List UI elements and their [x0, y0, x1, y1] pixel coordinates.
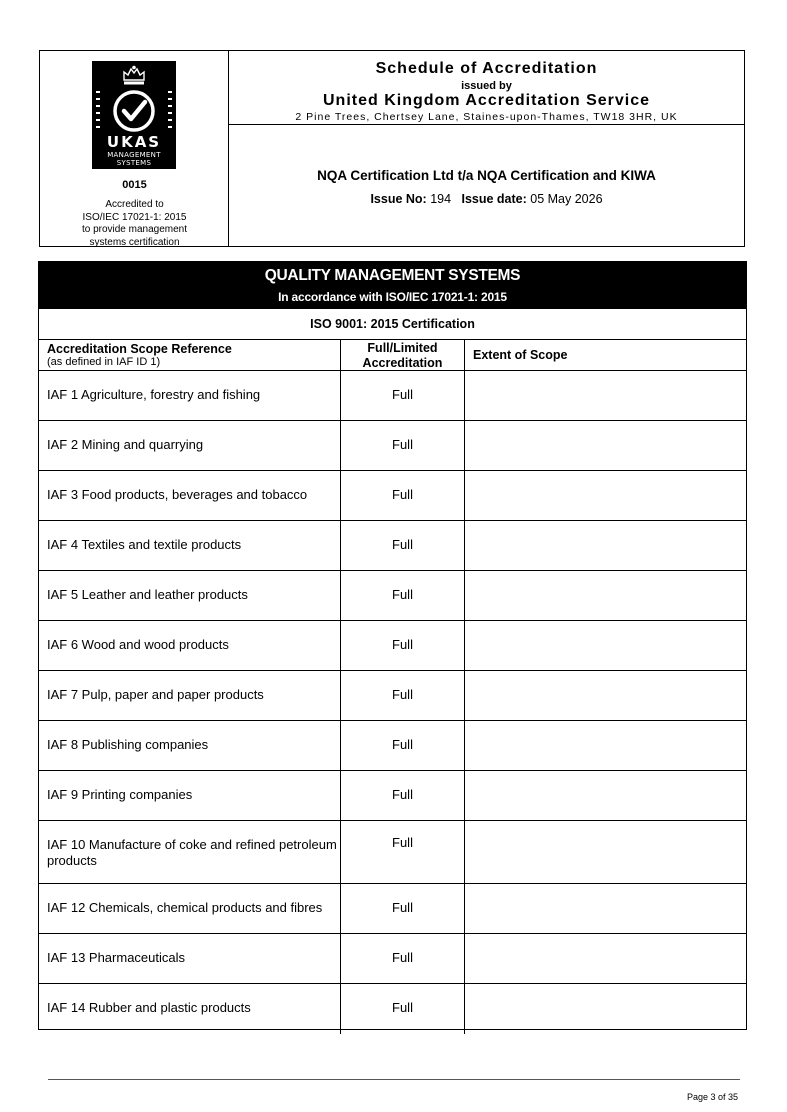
table-body	[39, 371, 746, 1034]
accreditation-logo-cell	[40, 51, 229, 246]
extent-of-scope	[465, 421, 746, 470]
extent-of-scope	[465, 371, 746, 420]
issued-by-label: issued by	[461, 80, 512, 92]
ukas-logo-subtext: MANAGEMENT SYSTEMS	[107, 151, 161, 167]
scope-reference: IAF 2 Mining and quarrying	[47, 437, 204, 452]
table-row	[39, 934, 746, 984]
extent-of-scope	[465, 884, 746, 933]
column-header-extent-of-scope: Extent of Scope	[465, 340, 746, 371]
organisation-cell	[229, 125, 744, 246]
column-header-title: Accreditation Scope Reference	[47, 342, 232, 356]
extent-of-scope	[465, 771, 746, 820]
issue-details	[229, 192, 744, 206]
table-row	[39, 821, 746, 884]
table-row	[39, 421, 746, 471]
accreditation-level: Full	[392, 835, 413, 850]
footer-divider	[48, 1079, 740, 1080]
accreditation-level: Full	[392, 437, 413, 452]
accreditation-level: Full	[392, 537, 413, 552]
scope-reference: IAF 13 Pharmaceuticals	[47, 950, 186, 965]
table-row	[39, 771, 746, 821]
schedule-header	[39, 50, 745, 247]
scope-table	[38, 261, 747, 1030]
accreditation-level: Full	[392, 687, 413, 702]
table-row	[39, 984, 746, 1034]
ukas-logo	[92, 61, 176, 169]
accreditation-level: Full	[392, 387, 413, 402]
issue-date: 05 May 2026	[530, 192, 603, 206]
scope-reference: IAF 10 Manufacture of coke and refined petroleum products	[47, 837, 337, 868]
extent-of-scope	[465, 571, 746, 620]
accreditation-level: Full	[392, 637, 413, 652]
table-row	[39, 621, 746, 671]
crown-icon	[121, 65, 147, 87]
extent-of-scope	[465, 934, 746, 983]
issue-date-label: Issue date:	[461, 192, 527, 206]
accreditation-level: Full	[392, 950, 413, 965]
column-header-accreditation: Full/Limited Accreditation	[341, 340, 465, 371]
scope-reference: IAF 9 Printing companies	[47, 787, 193, 802]
issuing-body-address: 2 Pine Trees, Chertsey Lane, Staines-upon-Thames, TW18 3HR, UK	[295, 111, 678, 123]
issue-no-label: Issue No:	[370, 192, 427, 206]
extent-of-scope	[465, 621, 746, 670]
scope-reference: IAF 4 Textiles and textile products	[47, 537, 242, 552]
scope-reference: IAF 3 Food products, beverages and tobacco	[47, 487, 308, 502]
side-bars-icon	[168, 89, 172, 133]
extent-of-scope	[465, 671, 746, 720]
scope-reference: IAF 6 Wood and wood products	[47, 637, 229, 652]
table-row	[39, 671, 746, 721]
accreditation-statement: Accredited to ISO/IEC 17021-1: 2015 to provide management systems certification	[81, 199, 188, 248]
scope-reference: IAF 7 Pulp, paper and paper products	[47, 687, 264, 702]
scope-reference: IAF 1 Agriculture, forestry and fishing	[47, 387, 261, 402]
extent-of-scope	[465, 721, 746, 770]
scope-reference: IAF 5 Leather and leather products	[47, 587, 248, 602]
accreditation-level: Full	[392, 737, 413, 752]
extent-of-scope	[465, 471, 746, 520]
scope-reference: IAF 14 Rubber and plastic products	[47, 1000, 251, 1015]
issue-no: 194	[430, 192, 452, 206]
accreditation-level: Full	[392, 487, 413, 502]
schedule-title: Schedule of Accreditation	[375, 60, 598, 77]
schedule-title-cell	[229, 51, 744, 125]
accreditation-level: Full	[392, 900, 413, 915]
table-row	[39, 521, 746, 571]
scope-reference: IAF 8 Publishing companies	[47, 737, 209, 752]
section-subtitle: In accordance with ISO/IEC 17021-1: 2015	[278, 290, 507, 304]
column-header-scope-reference	[39, 340, 341, 371]
scope-reference: IAF 12 Chemicals, chemical products and fibres	[47, 900, 323, 915]
accreditation-level: Full	[392, 787, 413, 802]
ukas-logo-text: UKAS	[106, 133, 162, 151]
standard-heading: ISO 9001: 2015 Certification	[39, 309, 746, 340]
extent-of-scope	[465, 521, 746, 570]
table-row	[39, 471, 746, 521]
issuing-body: United Kingdom Accreditation Service	[322, 92, 650, 109]
section-heading	[39, 262, 746, 309]
accreditation-level: Full	[392, 587, 413, 602]
extent-of-scope	[465, 984, 746, 1034]
extent-of-scope	[465, 821, 746, 883]
organisation-name: NQA Certification Ltd t/a NQA Certification and KIWA	[317, 168, 656, 183]
checkmark-ring-icon	[111, 88, 157, 134]
accreditation-number: 0015	[122, 179, 147, 191]
table-row	[39, 721, 746, 771]
side-bars-icon	[96, 89, 100, 133]
column-header-note: (as defined in IAF ID 1)	[47, 356, 161, 368]
accreditation-level: Full	[392, 1000, 413, 1015]
table-row	[39, 884, 746, 934]
table-row	[39, 371, 746, 421]
section-title: QUALITY MANAGEMENT SYSTEMS	[264, 267, 521, 284]
table-row	[39, 571, 746, 621]
page-number: Page 3 of 35	[686, 1092, 738, 1102]
